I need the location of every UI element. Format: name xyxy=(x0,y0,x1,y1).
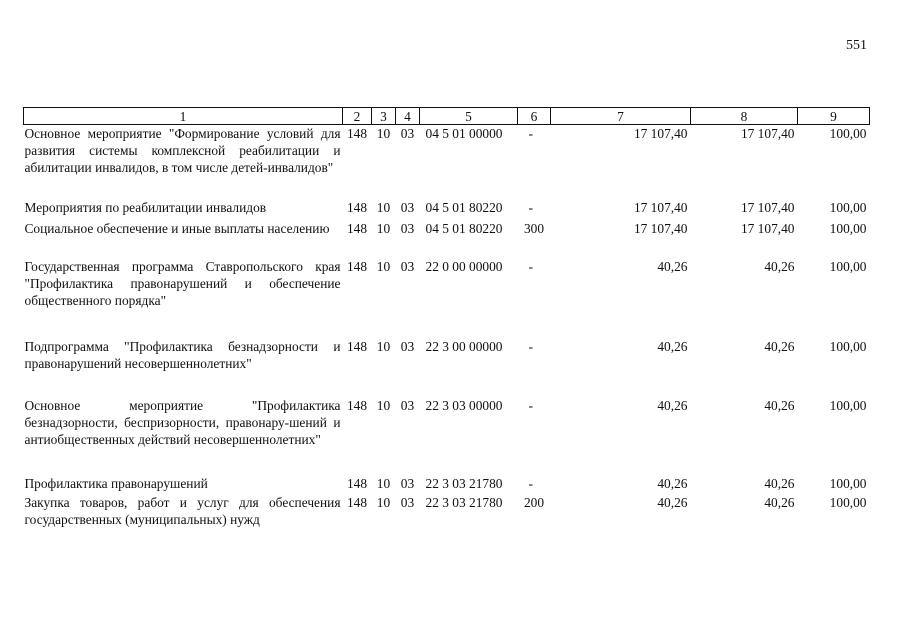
subsection-code: 03 xyxy=(400,126,415,141)
planned-amount: 40,26 xyxy=(657,338,688,354)
expense-type-code: - xyxy=(528,199,533,215)
actual-amount: 40,26 xyxy=(764,397,795,413)
admin-code: 148 xyxy=(346,475,368,491)
target-article-code: 22 3 03 21780 xyxy=(425,475,503,491)
header-cell: 8 xyxy=(691,108,798,125)
actual-amount: 40,26 xyxy=(764,475,795,491)
execution-percent: 100,00 xyxy=(829,258,867,274)
row-name: Основное мероприятие "Профилактика безнадзорности, беспризорности, правонару-шений и антиобщественных действий несовершеннолетних" xyxy=(24,397,341,447)
admin-code: 148 xyxy=(346,397,368,413)
subsection-code: 03 xyxy=(400,258,415,274)
row-name: Закупка товаров, работ и услуг для обеспечения государственных (муниципальных) нужд xyxy=(24,494,341,527)
execution-percent: 100,00 xyxy=(829,475,867,491)
execution-percent: 100,00 xyxy=(829,494,867,510)
section-code: 10 xyxy=(376,258,391,274)
subsection-code: 03 xyxy=(400,338,415,354)
section-code: 10 xyxy=(376,475,391,491)
planned-amount: 40,26 xyxy=(657,397,688,413)
execution-percent: 100,00 xyxy=(829,397,867,413)
target-article-code: 22 0 00 00000 xyxy=(425,258,503,274)
admin-code: 148 xyxy=(346,494,368,510)
expense-type-code: - xyxy=(528,126,533,141)
section-code: 10 xyxy=(376,397,391,413)
planned-amount: 17 107,40 xyxy=(633,199,688,215)
execution-percent: 100,00 xyxy=(829,338,867,354)
target-article-code: 04 5 01 80220 xyxy=(425,220,503,236)
section-code: 10 xyxy=(376,220,391,236)
table-row xyxy=(24,397,870,475)
page-number: 551 xyxy=(846,38,867,53)
target-article-code: 04 5 01 80220 xyxy=(425,199,503,215)
expense-type-code: - xyxy=(528,258,533,274)
table-row xyxy=(24,199,870,220)
header-cell: 6 xyxy=(518,108,551,125)
admin-code: 148 xyxy=(346,258,368,274)
actual-amount: 17 107,40 xyxy=(740,199,795,215)
target-article-code: 22 3 03 00000 xyxy=(425,397,503,413)
admin-code: 148 xyxy=(346,126,368,141)
planned-amount: 40,26 xyxy=(657,494,688,510)
table-row xyxy=(24,258,870,338)
actual-amount: 40,26 xyxy=(764,494,795,510)
subsection-code: 03 xyxy=(400,494,415,510)
target-article-code: 22 3 00 00000 xyxy=(425,338,503,354)
row-name: Основное мероприятие "Формирование условий для развития системы комплексной реабилитации и абилитации инвалидов, в том числе детей-инвалидов" xyxy=(24,126,341,175)
subsection-code: 03 xyxy=(400,199,415,215)
table-row xyxy=(24,494,870,532)
section-code: 10 xyxy=(376,126,391,141)
planned-amount: 40,26 xyxy=(657,258,688,274)
execution-percent: 100,00 xyxy=(829,220,867,236)
expense-type-code: 200 xyxy=(523,494,545,510)
planned-amount: 17 107,40 xyxy=(633,126,688,141)
table-row xyxy=(24,220,870,258)
table-row xyxy=(24,475,870,494)
header-cell: 1 xyxy=(24,108,343,125)
table-row xyxy=(24,125,870,199)
header-row xyxy=(24,108,870,125)
header-cell: 2 xyxy=(343,108,372,125)
row-name: Подпрограмма "Профилактика безнадзорности и правонарушений несовершеннолетних" xyxy=(24,338,341,371)
header-cell: 5 xyxy=(420,108,518,125)
subsection-code: 03 xyxy=(400,397,415,413)
execution-percent: 100,00 xyxy=(829,199,867,215)
target-article-code: 04 5 01 00000 xyxy=(425,126,503,141)
row-name: Профилактика правонарушений xyxy=(24,475,208,491)
actual-amount: 40,26 xyxy=(764,338,795,354)
execution-percent: 100,00 xyxy=(829,126,867,141)
header-cell: 4 xyxy=(396,108,420,125)
row-name: Государственная программа Ставропольского края "Профилактика правонарушений и обеспечение общественного порядка" xyxy=(24,258,341,308)
expense-type-code: - xyxy=(528,475,533,491)
planned-amount: 40,26 xyxy=(657,475,688,491)
admin-code: 148 xyxy=(346,199,368,215)
expense-type-code: - xyxy=(528,397,533,413)
expense-type-code: 300 xyxy=(523,220,545,236)
subsection-code: 03 xyxy=(400,475,415,491)
planned-amount: 17 107,40 xyxy=(633,220,688,236)
row-name: Социальное обеспечение и иные выплаты населению xyxy=(24,220,330,236)
table-row xyxy=(24,338,870,397)
target-article-code: 22 3 03 21780 xyxy=(425,494,503,510)
admin-code: 148 xyxy=(346,220,368,236)
admin-code: 148 xyxy=(346,338,368,354)
header-cell: 9 xyxy=(798,108,870,125)
actual-amount: 40,26 xyxy=(764,258,795,274)
budget-table xyxy=(23,107,870,532)
header-cell: 3 xyxy=(372,108,396,125)
section-code: 10 xyxy=(376,338,391,354)
header-cell: 7 xyxy=(551,108,691,125)
actual-amount: 17 107,40 xyxy=(740,220,795,236)
subsection-code: 03 xyxy=(400,220,415,236)
section-code: 10 xyxy=(376,494,391,510)
actual-amount: 17 107,40 xyxy=(740,126,795,141)
expense-type-code: - xyxy=(528,338,533,354)
section-code: 10 xyxy=(376,199,391,215)
row-name: Мероприятия по реабилитации инвалидов xyxy=(24,199,267,215)
